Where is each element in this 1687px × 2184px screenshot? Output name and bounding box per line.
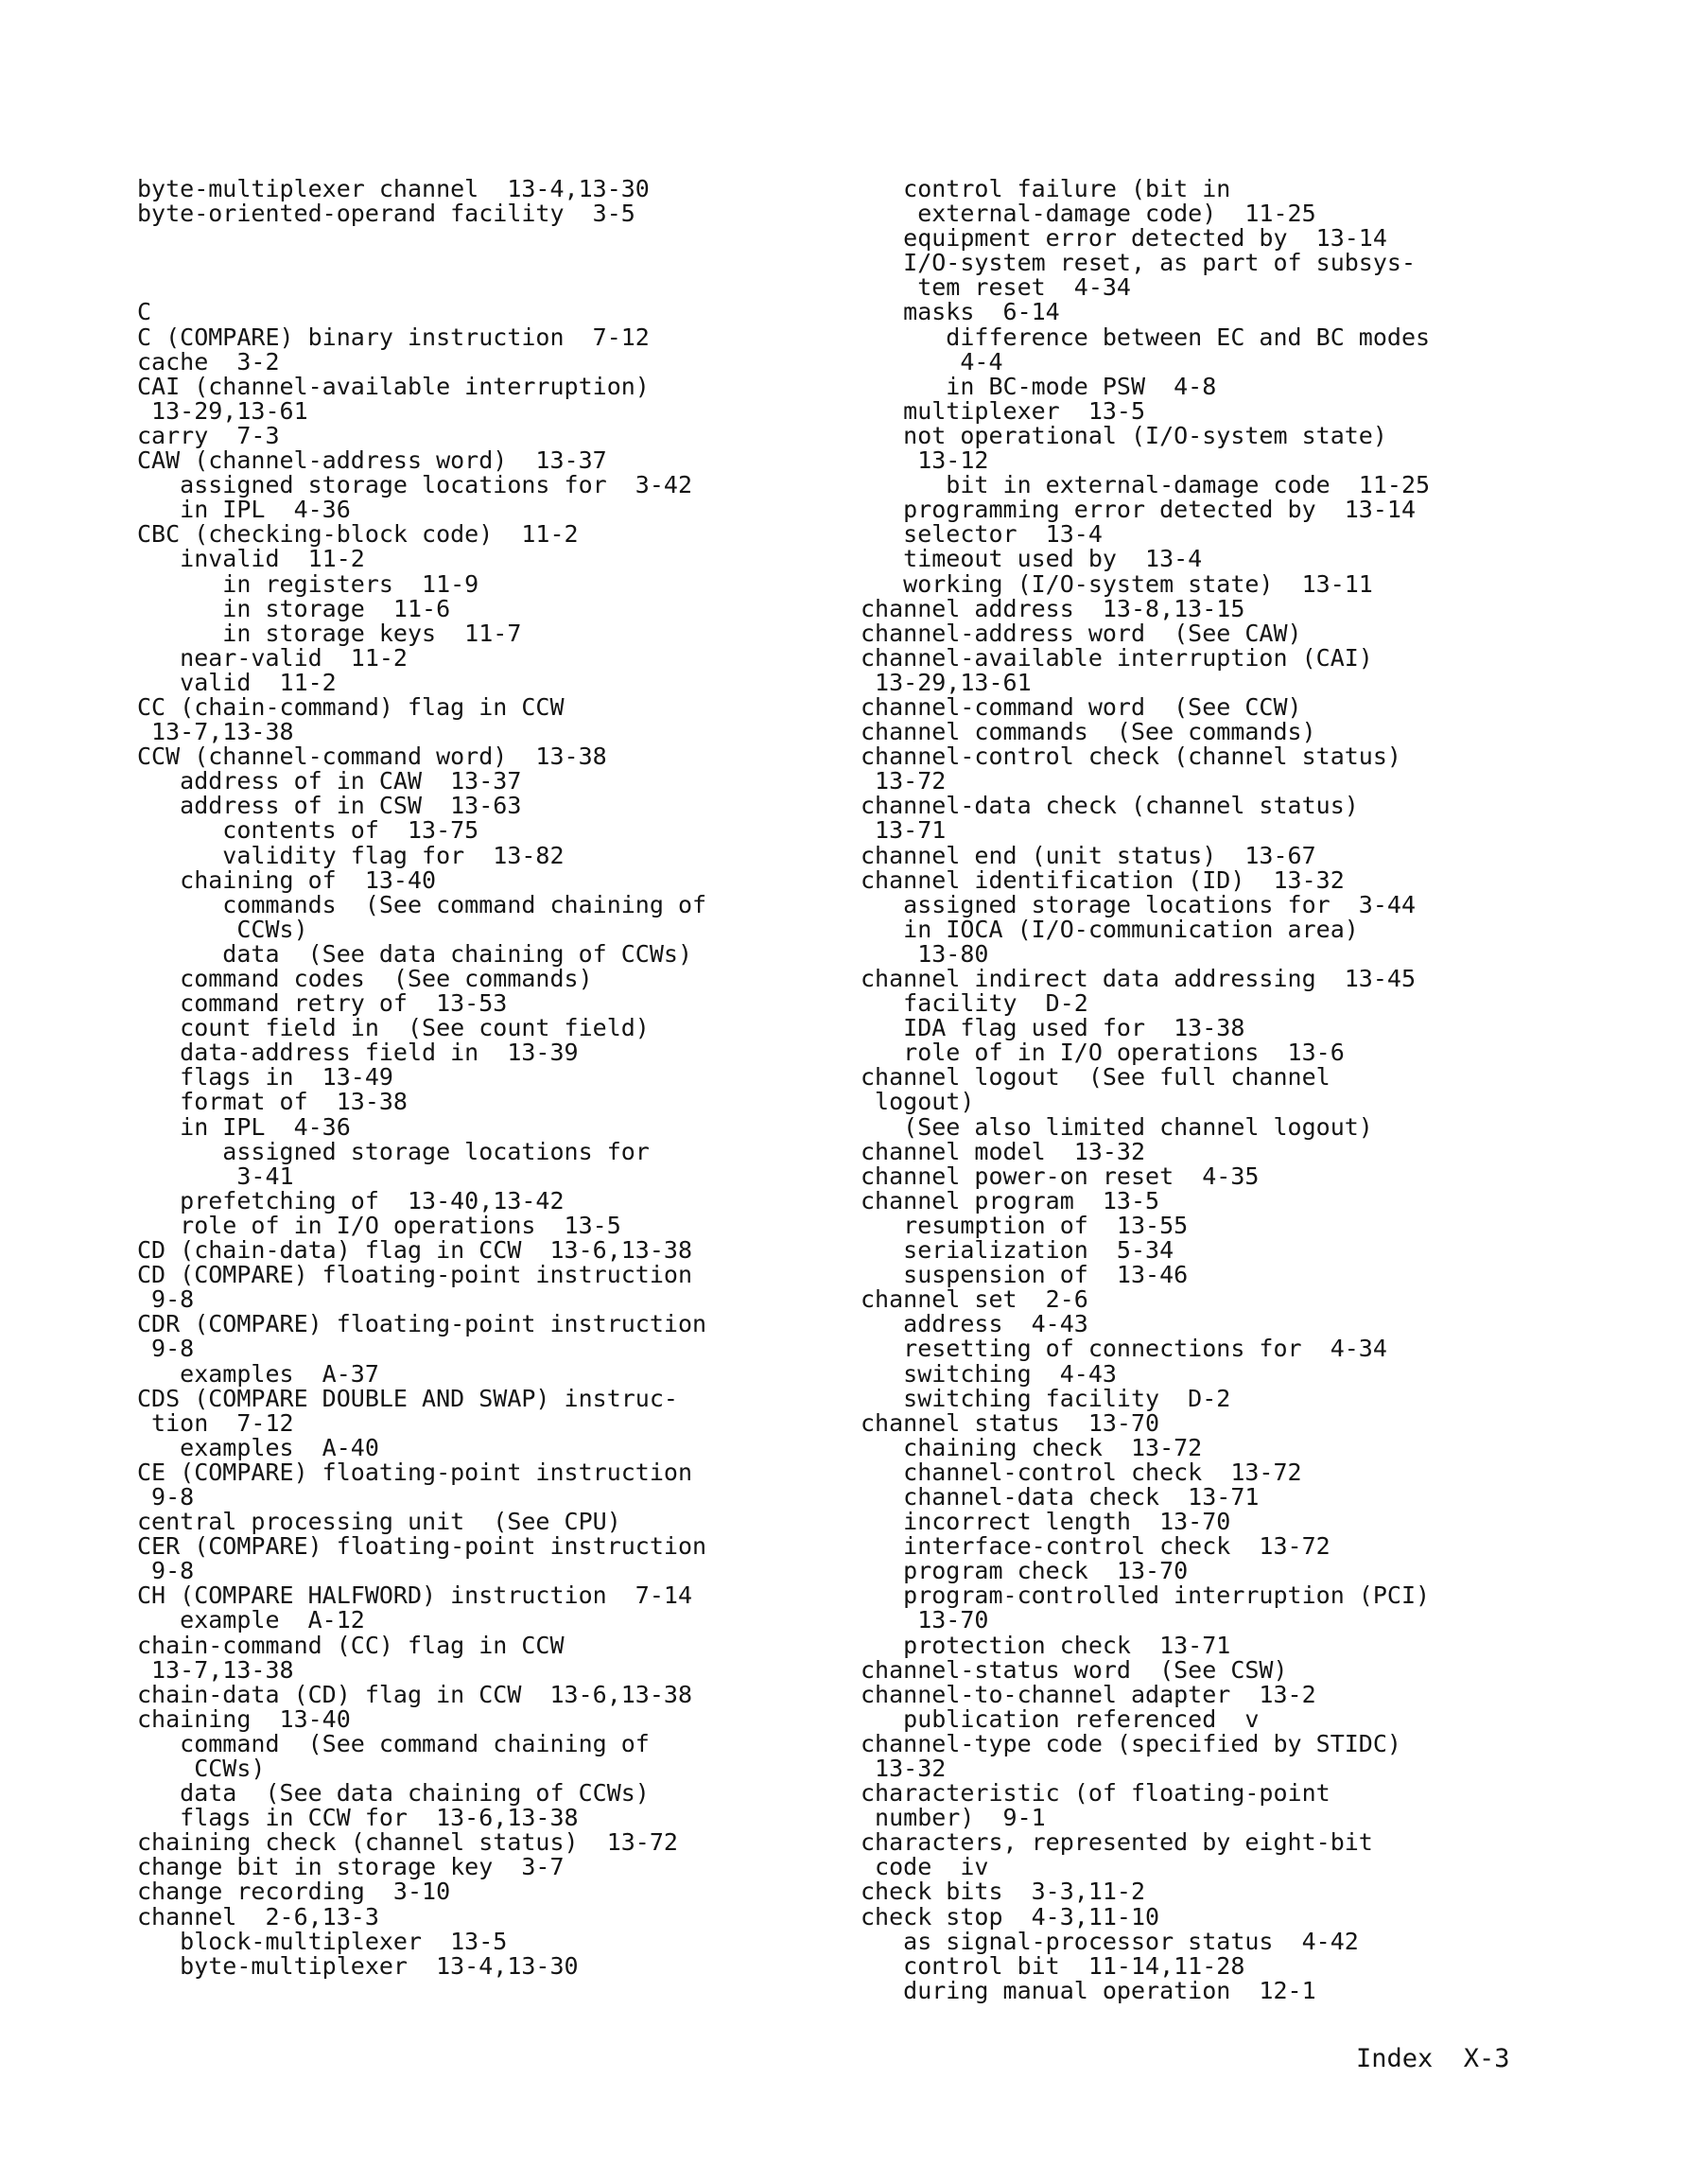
index-entry: in BC-mode PSW 4-8 [861,372,1217,400]
index-entry: resetting of connections for 4-34 [861,1335,1387,1363]
index-entry: chain-command (CC) flag in CCW [137,1631,565,1659]
index-entry: timeout used by 13-4 [861,545,1203,573]
index-entry: switching 4-43 [861,1359,1117,1388]
index-entry: data (See data chaining of CCWs) [137,939,692,968]
index-entry: 3-41 [137,1162,294,1190]
index-entry: incorrect length 13-70 [861,1508,1231,1536]
index-entry: C [137,298,152,326]
index-entry: CAI (channel-available interruption) [137,372,650,400]
index-entry: programming error detected by 13-14 [861,496,1416,524]
index-entry: byte-oriented-operand facility 3-5 [137,200,635,228]
index-entry: in storage 11-6 [137,594,451,622]
index-entry: code iv [861,1853,989,1881]
index-entry: 13-7,13-38 [137,718,294,746]
index-entry: resumption of 13-55 [861,1211,1189,1239]
index-entry: channel logout (See full channel [861,1063,1330,1092]
index-entry: program-controlled interruption (PCI) [861,1581,1431,1610]
index-entry: channel commands (See commands) [861,718,1316,746]
index-entry: byte-multiplexer 13-4,13-30 [137,1951,579,1980]
index-entry: characters, represented by eight-bit [861,1828,1373,1857]
index-entry: channel-command word (See CCW) [861,692,1302,721]
index-entry: role of in I/O operations 13-6 [861,1039,1345,1067]
index-entry: chaining check 13-72 [861,1433,1203,1461]
index-entry: publication referenced v [861,1704,1260,1733]
index-entry: carry 7-3 [137,421,280,449]
index-entry: examples A-40 [137,1433,379,1461]
index-entry: IDA flag used for 13-38 [861,1014,1245,1042]
index-entry: check bits 3-3,11-2 [861,1878,1146,1906]
index-entry: 4-4 [861,347,1003,376]
index-entry: data-address field in 13-39 [137,1039,579,1067]
index-entry: equipment error detected by 13-14 [861,224,1387,253]
index-entry: valid 11-2 [137,668,337,696]
index-entry: channel-status word (See CSW) [861,1655,1288,1684]
index-entry: cache 3-2 [137,347,280,376]
index-entry: channel-available interruption (CAI) [861,643,1373,672]
index-entry: channel-data check (channel status) [861,792,1359,820]
index-entry: CC (chain-command) flag in CCW [137,692,565,721]
index-entry: flags in CCW for 13-6,13-38 [137,1804,579,1832]
index-entry: change recording 3-10 [137,1878,451,1906]
index-entry: block-multiplexer 13-5 [137,1927,508,1955]
index-entry: suspension of 13-46 [861,1261,1189,1289]
index-entry: CD (COMPARE) floating-point instruction [137,1261,692,1289]
index-entry: validity flag for 13-82 [137,841,565,869]
index-entry: commands (See command chaining of [137,890,707,918]
index-entry: in registers 11-9 [137,569,479,598]
index-entry: channel program 13-5 [861,1186,1160,1214]
index-entry: not operational (I/O-system state) [861,421,1387,449]
index-entry: in IPL 4-36 [137,496,351,524]
index-entry: format of 13-38 [137,1088,408,1116]
index-entry: near-valid 11-2 [137,643,408,672]
index-entry: channel indirect data addressing 13-45 [861,965,1416,992]
index-entry: contents of 13-75 [137,816,479,845]
index-entry: tion 7-12 [137,1408,294,1437]
index-entry: number) 9-1 [861,1804,1046,1832]
index-entry: channel identification (ID) 13-32 [861,865,1345,894]
index-entry: (See also limited channel logout) [861,1112,1373,1141]
page-footer: Index X-3 [1356,2044,1510,2073]
index-entry: prefetching of 13-40,13-42 [137,1186,565,1214]
index-entry: channel model 13-32 [861,1137,1146,1165]
index-column-right [861,177,1430,2003]
index-entry: chain-data (CD) flag in CCW 13-6,13-38 [137,1680,692,1708]
index-entry: address of in CAW 13-37 [137,767,522,795]
index-entry: command retry of 13-53 [137,989,508,1018]
index-entry: channel-data check 13-71 [861,1482,1260,1511]
index-entry: 9-8 [137,1335,195,1363]
index-entry: channel-address word (See CAW) [861,619,1302,647]
index-entry: selector 13-4 [861,520,1103,549]
index-entry: command (See command chaining of [137,1729,650,1757]
index-entry: change bit in storage key 3-7 [137,1853,565,1881]
index-entry: assigned storage locations for 3-42 [137,471,692,499]
index-entry: tem reset 4-34 [861,273,1131,302]
index-entry: 13-12 [861,446,989,475]
index-entry: protection check 13-71 [861,1631,1231,1659]
index-entry: C (COMPARE) binary instruction 7-12 [137,323,650,351]
index-entry: switching facility D-2 [861,1384,1231,1412]
index-entry: characteristic (of floating-point [861,1779,1330,1808]
index-entry: interface-control check 13-72 [861,1532,1330,1561]
index-entry: channel-control check 13-72 [861,1458,1302,1486]
index-entry: 9-8 [137,1557,195,1585]
index-entry: channel power-on reset 4-35 [861,1162,1260,1190]
index-entry [137,275,706,300]
index-entry: channel 2-6,13-3 [137,1902,379,1931]
index-entry [137,226,706,251]
index-entry: 13-29,13-61 [861,668,1032,696]
index-entry: address of in CSW 13-63 [137,792,522,820]
index-entry: count field in (See count field) [137,1014,650,1042]
index-entry: logout) [861,1088,975,1116]
index-column-left [137,177,706,1979]
index-entry: examples A-37 [137,1359,379,1388]
index-entry: as signal-processor status 4-42 [861,1927,1359,1955]
index-entry: channel-type code (specified by STIDC) [861,1729,1401,1757]
index-entry: 13-71 [861,816,947,845]
index-entry: 13-80 [861,939,989,968]
index-entry: assigned storage locations for 3-44 [861,890,1416,918]
index-entry: data (See data chaining of CCWs) [137,1779,650,1808]
index-entry [137,251,706,275]
index-entry: in IPL 4-36 [137,1112,351,1141]
index-entry: multiplexer 13-5 [861,396,1146,425]
index-entry: flags in 13-49 [137,1063,393,1092]
index-entry: 13-7,13-38 [137,1655,294,1684]
index-entry: 13-29,13-61 [137,396,308,425]
index-entry: channel end (unit status) 13-67 [861,841,1316,869]
index-entry: channel address 13-8,13-15 [861,594,1245,622]
index-entry: central processing unit (See CPU) [137,1508,621,1536]
index-entry: byte-multiplexer channel 13-4,13-30 [137,175,650,202]
index-entry: 9-8 [137,1285,195,1314]
index-entry: CCWs) [137,915,308,943]
index-entry: CE (COMPARE) floating-point instruction [137,1458,692,1486]
index-entry: address 4-43 [861,1310,1088,1338]
index-entry: control bit 11-14,11-28 [861,1951,1245,1980]
index-entry: 13-72 [861,767,947,795]
index-entry: channel-to-channel adapter 13-2 [861,1680,1316,1708]
index-entry: check stop 4-3,11-10 [861,1902,1160,1931]
index-entry: in storage keys 11-7 [137,619,522,647]
index-entry: CER (COMPARE) floating-point instruction [137,1532,707,1561]
index-entry: serialization 5-34 [861,1236,1174,1265]
index-entry: channel status 13-70 [861,1408,1160,1437]
index-entry: channel set 2-6 [861,1285,1088,1314]
index-entry: CDR (COMPARE) floating-point instruction [137,1310,707,1338]
index-entry: CCW (channel-command word) 13-38 [137,743,607,771]
index-entry: chaining 13-40 [137,1704,351,1733]
index-entry: CCWs) [137,1755,266,1782]
index-entry: chaining check (channel status) 13-72 [137,1828,678,1857]
index-entry: CAW (channel-address word) 13-37 [137,446,607,475]
index-entry: masks 6-14 [861,298,1060,326]
index-entry: role of in I/O operations 13-5 [137,1211,621,1239]
index-entry: program check 13-70 [861,1557,1189,1585]
index-entry: CDS (COMPARE DOUBLE AND SWAP) instruc- [137,1384,678,1412]
index-entry: control failure (bit in [861,175,1231,202]
index-entry: channel-control check (channel status) [861,743,1401,771]
index-entry: invalid 11-2 [137,545,365,573]
index-entry: bit in external-damage code 11-25 [861,471,1431,499]
index-entry: 13-32 [861,1755,947,1782]
index-entry: working (I/O-system state) 13-11 [861,569,1373,598]
index-entry: 13-70 [861,1606,989,1634]
index-entry: during manual operation 12-1 [861,1976,1316,2004]
index-entry: CBC (checking-block code) 11-2 [137,520,579,549]
index-entry: difference between EC and BC modes [861,323,1431,351]
index-entry: external-damage code) 11-25 [861,200,1316,228]
index-entry: CH (COMPARE HALFWORD) instruction 7-14 [137,1581,692,1610]
index-entry: assigned storage locations for [137,1137,650,1165]
index-entry: CD (chain-data) flag in CCW 13-6,13-38 [137,1236,692,1265]
index-entry: example A-12 [137,1606,365,1634]
index-entry: I/O-system reset, as part of subsys- [861,249,1416,277]
index-entry: facility D-2 [861,989,1088,1018]
index-entry: command codes (See commands) [137,965,593,992]
index-entry: in IOCA (I/O-communication area) [861,915,1359,943]
index-entry: chaining of 13-40 [137,865,437,894]
index-entry: 9-8 [137,1482,195,1511]
